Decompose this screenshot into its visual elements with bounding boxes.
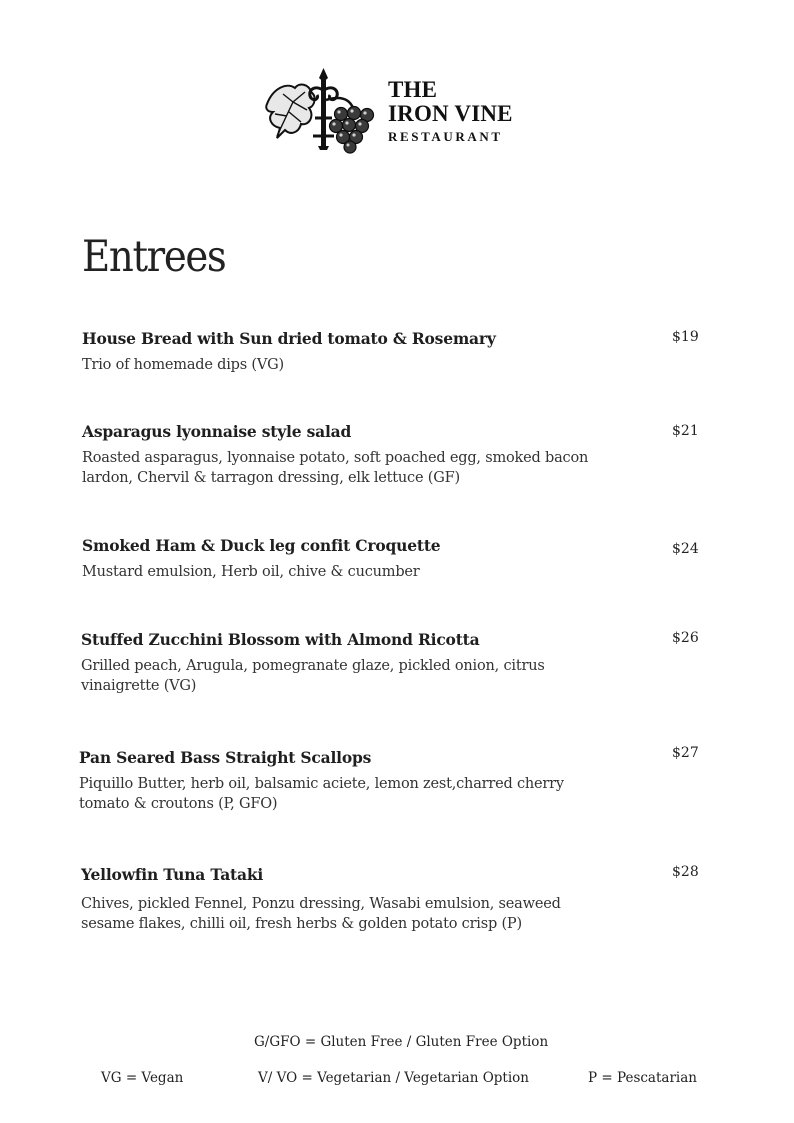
grapevine-logo-icon [263,66,383,154]
logo-line-restaurant: RESTAURANT [388,129,503,144]
menu-item-price: $19 [672,329,699,345]
menu-item-description: Mustard emulsion, Herb oil, chive & cucumber [82,564,420,580]
logo-line-iron-vine: IRON VINE [388,101,513,126]
legend-vegan: VG = Vegan [101,1070,184,1086]
menu-item-price: $21 [672,423,699,439]
menu-item-name: Asparagus lyonnaise style salad [82,422,352,441]
restaurant-logo [263,66,533,156]
menu-item-price: $26 [672,630,699,646]
logo-wordmark [388,78,513,145]
legend-gluten-free: G/GFO = Gluten Free / Gluten Free Option [254,1034,549,1050]
menu-item [81,864,611,934]
menu-item [81,629,611,696]
logo-line-the: THE [388,77,438,102]
menu-item-name: Yellowfin Tuna Tataki [81,865,264,884]
menu-item-name: Stuffed Zucchini Blossom with Almond Ricotta [81,630,480,649]
section-title: Entrees [82,232,226,282]
legend-pescatarian: P = Pescatarian [588,1070,697,1086]
menu-item [82,328,612,375]
menu-item-price: $28 [672,864,699,880]
menu-item-price: $24 [672,541,699,557]
menu-item-name: House Bread with Sun dried tomato & Rosemary [82,329,496,348]
menu-item-name: Pan Seared Bass Straight Scallops [79,748,372,767]
menu-item [82,535,612,582]
menu-item-price: $27 [672,745,699,761]
menu-item-description: Grilled peach, Arugula, pomegranate glaze, pickled onion, citrus vinaigrette (VG) [81,658,545,694]
menu-item-description: Trio of homemade dips (VG) [82,357,284,373]
menu-item-description: Chives, pickled Fennel, Ponzu dressing, Wasabi emulsion, seaweed sesame flakes, chilli oil, fresh herbs & golden potato crisp (P) [81,896,561,932]
legend-vegetarian: V/ VO = Vegetarian / Vegetarian Option [258,1070,529,1086]
menu-item-name: Smoked Ham & Duck leg confit Croquette [82,536,441,555]
menu-item-description: Roasted asparagus, lyonnaise potato, soft poached egg, smoked bacon lardon, Chervil & tarragon dressing, elk lettuce (GF) [82,450,589,486]
menu-item-description: Piquillo Butter, herb oil, balsamic aciete, lemon zest,charred cherry tomato & croutons (P, GFO) [79,776,564,812]
menu-item [82,421,612,488]
menu-item [79,747,609,814]
